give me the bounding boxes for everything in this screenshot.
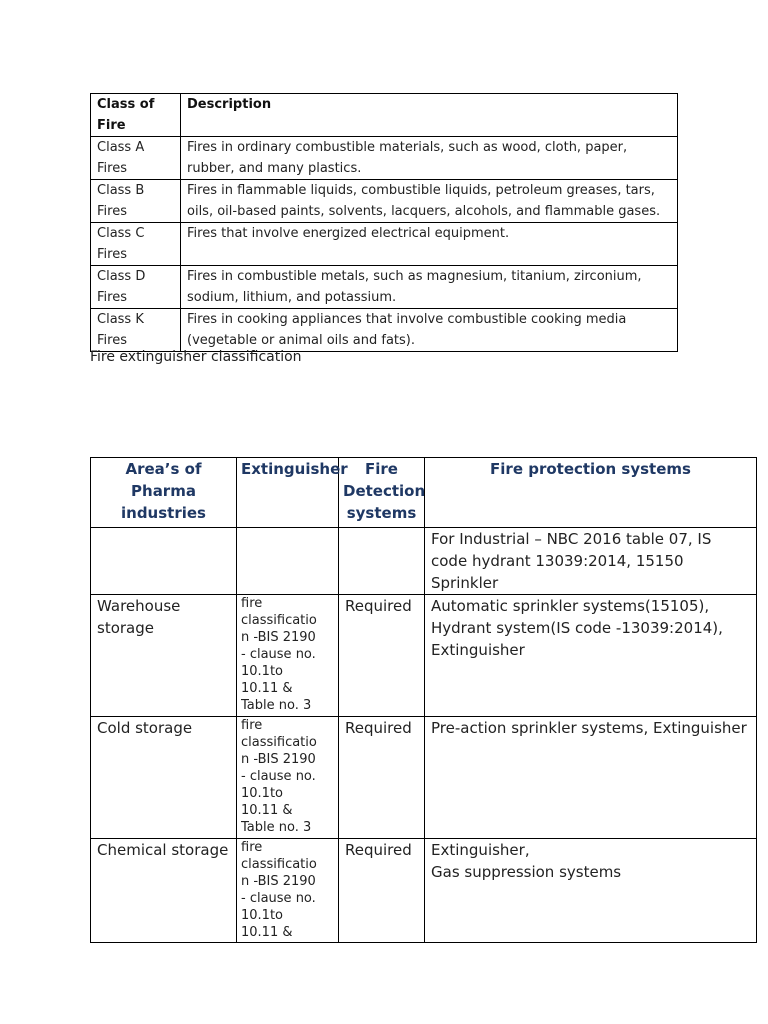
protection-cell: Pre-action sprinkler systems, Extinguisher — [425, 717, 757, 839]
table-header-row — [91, 94, 678, 137]
extinguisher-cell — [237, 528, 339, 595]
extinguisher-cell — [237, 839, 339, 943]
fire-description-cell: Fires in combustible metals, such as magnesium, titanium, zirconium, sodium, lithium, and potassium. — [181, 266, 678, 309]
fire-class-cell: Class K Fires — [91, 309, 181, 352]
table-row — [91, 223, 678, 266]
fire-class-cell: Class A Fires — [91, 137, 181, 180]
detection-cell: Required — [339, 595, 425, 717]
fire-class-table — [90, 93, 678, 352]
column-header-extinguisher: Extinguisher — [237, 458, 339, 528]
fire-description-cell: Fires that involve energized electrical equipment. — [181, 223, 678, 266]
table-row — [91, 528, 757, 595]
extinguisher-text: fire classificatio n -BIS 2190 - clause no. 10.1to 10.11 & — [241, 840, 317, 940]
protection-cell: Automatic sprinkler systems(15105), Hydrant system(IS code -13039:2014), Extinguisher — [425, 595, 757, 717]
protection-cell: Extinguisher, Gas suppression systems — [425, 839, 757, 943]
table-row — [91, 717, 757, 839]
table-row — [91, 839, 757, 943]
column-header-area: Area’s of Pharma industries — [91, 458, 237, 528]
table-row — [91, 180, 678, 223]
column-header-description: Description — [181, 94, 678, 137]
detection-cell — [339, 528, 425, 595]
area-cell: Warehouse storage — [91, 595, 237, 717]
area-cell: Chemical storage — [91, 839, 237, 943]
pharma-fire-protection-table — [90, 457, 757, 943]
fire-class-cell: Class C Fires — [91, 223, 181, 266]
detection-cell: Required — [339, 839, 425, 943]
fire-class-cell: Class D Fires — [91, 266, 181, 309]
extinguisher-text: fire classificatio n -BIS 2190 - clause no. 10.1to 10.11 & Table no. 3 — [241, 596, 317, 713]
column-header-detection: Fire Detection systems — [339, 458, 425, 528]
extinguisher-cell — [237, 595, 339, 717]
table-row — [91, 137, 678, 180]
fire-description-cell: Fires in flammable liquids, combustible liquids, petroleum greases, tars, oils, oil-based paints, solvents, lacquers, alcohols, and flammable gases. — [181, 180, 678, 223]
table-header-row — [91, 458, 757, 528]
extinguisher-text: fire classificatio n -BIS 2190 - clause no. 10.1to 10.11 & Table no. 3 — [241, 718, 317, 835]
fire-class-cell: Class B Fires — [91, 180, 181, 223]
area-cell — [91, 528, 237, 595]
fire-description-cell: Fires in cooking appliances that involve combustible cooking media (vegetable or animal oils and fats). — [181, 309, 678, 352]
fire-description-cell: Fires in ordinary combustible materials, such as wood, cloth, paper, rubber, and many plastics. — [181, 137, 678, 180]
protection-cell: For Industrial – NBC 2016 table 07, IS code hydrant 13039:2014, 15150 Sprinkler — [425, 528, 757, 595]
table-row — [91, 595, 757, 717]
column-header-class: Class of Fire — [91, 94, 181, 137]
area-cell: Cold storage — [91, 717, 237, 839]
table-row — [91, 266, 678, 309]
extinguisher-cell — [237, 717, 339, 839]
column-header-protection: Fire protection systems — [425, 458, 757, 528]
table-row — [91, 309, 678, 352]
detection-cell: Required — [339, 717, 425, 839]
table-caption: Fire extinguisher classification — [90, 349, 302, 365]
